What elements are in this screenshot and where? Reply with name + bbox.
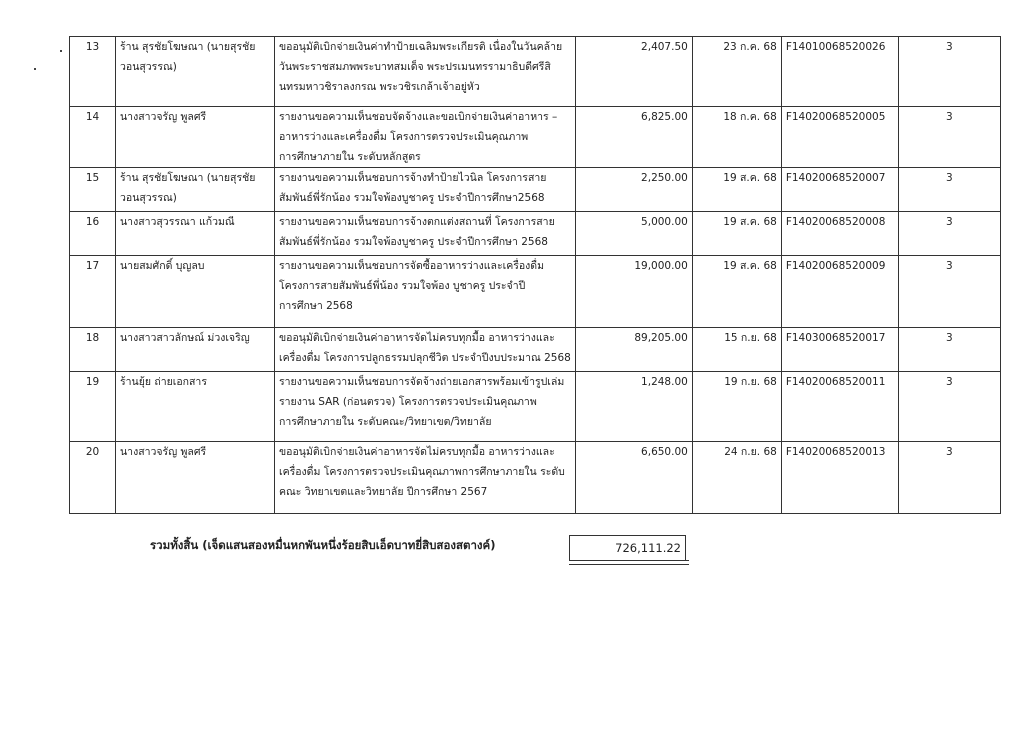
reference-code-cell: F14020068520011 <box>781 372 898 442</box>
description-line: สัมพันธ์พี่รักน้อง รวมใจพ้องบูชาครู ประจำปีการศึกษา 2568 <box>279 236 548 248</box>
amount-cell: 2,407.50 <box>575 37 692 107</box>
description-line: การศึกษาภายใน ระดับคณะ/วิทยาเขต/วิทยาลัย <box>279 416 492 428</box>
description-line: รายงานขอความเห็นชอบการจ้างทำป้ายไวนิล โครงการสาย <box>279 172 547 184</box>
count-cell: 3 <box>898 372 1000 442</box>
margin-mark <box>60 50 62 52</box>
reference-code-cell: F14020068520008 <box>781 212 898 256</box>
description-line: รายงานขอความเห็นชอบการจัดซื้ออาหารว่างและเครื่องดื่ม <box>279 260 545 272</box>
description-line: อาหารว่างและเครื่องดื่ม โครงการตรวจประเมินคุณภาพ <box>279 131 529 143</box>
date-cell: 15 ก.ย. 68 <box>692 328 781 372</box>
description-line: สัมพันธ์พี่รักน้อง รวมใจพ้องบูชาครู ประจำปีการศึกษา2568 <box>279 192 545 204</box>
description-line: นทรมหาวชิราลงกรณ พระวชิรเกล้าเจ้าอยู่หัว <box>279 81 480 93</box>
reference-code-cell: F14010068520026 <box>781 37 898 107</box>
description-line: ขออนุมัติเบิกจ่ายเงินค่าอาหารจัดไม่ครบทุกมื้อ อาหารว่างและ <box>279 446 555 458</box>
payee-cell <box>116 256 275 328</box>
date-cell: 23 ก.ค. 68 <box>692 37 781 107</box>
payee-line: นางสาวสุวรรณา แก้วมณี <box>120 216 235 228</box>
total-amount: 726,111.22 <box>569 535 686 560</box>
date-cell: 18 ก.ค. 68 <box>692 107 781 168</box>
row-number: 17 <box>70 256 116 328</box>
row-number: 18 <box>70 328 116 372</box>
date-cell: 19 ส.ค. 68 <box>692 256 781 328</box>
amount-cell: 6,650.00 <box>575 442 692 514</box>
date-cell: 19 ส.ค. 68 <box>692 212 781 256</box>
table-row <box>70 256 1001 328</box>
description-line: ขออนุมัติเบิกจ่ายเงินค่าทำป้ายเฉลิมพระเกียรติ เนื่องในวันคล้าย <box>279 41 563 53</box>
description-cell <box>275 212 576 256</box>
payee-cell <box>116 328 275 372</box>
description-cell <box>275 372 576 442</box>
table-row <box>70 328 1001 372</box>
count-cell: 3 <box>898 212 1000 256</box>
description-line: เครื่องดื่ม โครงการปลูกธรรมปลุกชีวิต ประจำปีงบประมาณ 2568 <box>279 352 571 364</box>
count-cell: 3 <box>898 168 1000 212</box>
payee-line: นางสาวจรัญ พูลศรี <box>120 446 207 458</box>
description-line: รายงานขอความเห็นชอบการจัดจ้างถ่ายเอกสารพร้อมเข้ารูปเล่ม <box>279 376 565 388</box>
payee-cell <box>116 372 275 442</box>
description-cell <box>275 256 576 328</box>
count-cell: 3 <box>898 37 1000 107</box>
count-cell: 3 <box>898 328 1000 372</box>
table-row <box>70 442 1001 514</box>
payee-line: ร้านยุ้ย ถ่ายเอกสาร <box>120 376 207 388</box>
payee-line: นางสาวจรัญ พูลศรี <box>120 111 207 123</box>
amount-cell: 6,825.00 <box>575 107 692 168</box>
payee-line: ร้าน สุรชัยโฆษณา (นายสุรชัย <box>120 41 256 53</box>
description-cell <box>275 37 576 107</box>
count-cell: 3 <box>898 256 1000 328</box>
amount-cell: 1,248.00 <box>575 372 692 442</box>
reference-code-cell: F14020068520009 <box>781 256 898 328</box>
table-body <box>70 37 1001 514</box>
description-cell <box>275 168 576 212</box>
row-number: 19 <box>70 372 116 442</box>
description-line: การศึกษา 2568 <box>279 300 353 312</box>
payee-line: วอนสุวรรณ) <box>120 61 177 73</box>
date-cell: 19 ส.ค. 68 <box>692 168 781 212</box>
payee-line: วอนสุวรรณ) <box>120 192 177 204</box>
amount-cell: 2,250.00 <box>575 168 692 212</box>
table-row <box>70 107 1001 168</box>
description-line: รายงาน SAR (ก่อนตรวจ) โครงการตรวจประเมินคุณภาพ <box>279 396 537 408</box>
payee-cell <box>116 168 275 212</box>
table-row <box>70 372 1001 442</box>
table-row <box>70 37 1001 107</box>
date-cell: 19 ก.ย. 68 <box>692 372 781 442</box>
payee-cell <box>116 442 275 514</box>
payee-line: นางสาวสาวลักษณ์ ม่วงเจริญ <box>120 332 250 344</box>
reference-code-cell: F14020068520005 <box>781 107 898 168</box>
row-number: 14 <box>70 107 116 168</box>
description-cell <box>275 442 576 514</box>
count-cell: 3 <box>898 442 1000 514</box>
amount-cell: 5,000.00 <box>575 212 692 256</box>
payee-cell <box>116 107 275 168</box>
reference-code-cell: F14030068520017 <box>781 328 898 372</box>
count-cell: 3 <box>898 107 1000 168</box>
description-line: วันพระราชสมภพพระบาทสมเด็จ พระปรเมนทรรามาธิบดีศรีสิ <box>279 61 551 73</box>
payee-cell <box>116 212 275 256</box>
row-number: 20 <box>70 442 116 514</box>
double-underline <box>569 560 689 565</box>
date-cell: 24 ก.ย. 68 <box>692 442 781 514</box>
description-line: โครงการสายสัมพันธ์พี่น้อง รวมใจพ้อง บูชาครู ประจำปี <box>279 280 526 292</box>
payee-line: ร้าน สุรชัยโฆษณา (นายสุรชัย <box>120 172 256 184</box>
total-label: รวมทั้งสิ้น (เจ็ดแสนสองหมื่นหกพันหนึ่งร้อยสิบเอ็ดบาทยี่สิบสองสตางค์) <box>150 538 496 552</box>
payee-line: นายสมศักดิ์ บุญลบ <box>120 260 205 272</box>
amount-cell: 19,000.00 <box>575 256 692 328</box>
description-line: รายงานขอความเห็นชอบการจ้างตกแต่งสถานที่ โครงการสาย <box>279 216 555 228</box>
row-number: 15 <box>70 168 116 212</box>
description-line: ขออนุมัติเบิกจ่ายเงินค่าอาหารจัดไม่ครบทุกมื้อ อาหารว่างและ <box>279 332 555 344</box>
description-cell <box>275 107 576 168</box>
total-row <box>0 535 1024 563</box>
amount-cell: 89,205.00 <box>575 328 692 372</box>
description-cell <box>275 328 576 372</box>
description-line: คณะ วิทยาเขตและวิทยาลัย ปีการศึกษา 2567 <box>279 486 488 498</box>
table-row <box>70 168 1001 212</box>
description-line: รายงานขอความเห็นชอบจัดจ้างและขอเบิกจ่ายเงินค่าอาหาร – <box>279 111 558 123</box>
description-line: การศึกษาภายใน ระดับหลักสูตร <box>279 151 421 163</box>
row-number: 13 <box>70 37 116 107</box>
row-number: 16 <box>70 212 116 256</box>
reference-code-cell: F14020068520013 <box>781 442 898 514</box>
payee-cell <box>116 37 275 107</box>
reference-code-cell: F14020068520007 <box>781 168 898 212</box>
description-line: เครื่องดื่ม โครงการตรวจประเมินคุณภาพการศึกษาภายใน ระดับ <box>279 466 565 478</box>
margin-mark <box>34 68 36 70</box>
disbursement-table <box>69 36 1001 514</box>
table-row <box>70 212 1001 256</box>
